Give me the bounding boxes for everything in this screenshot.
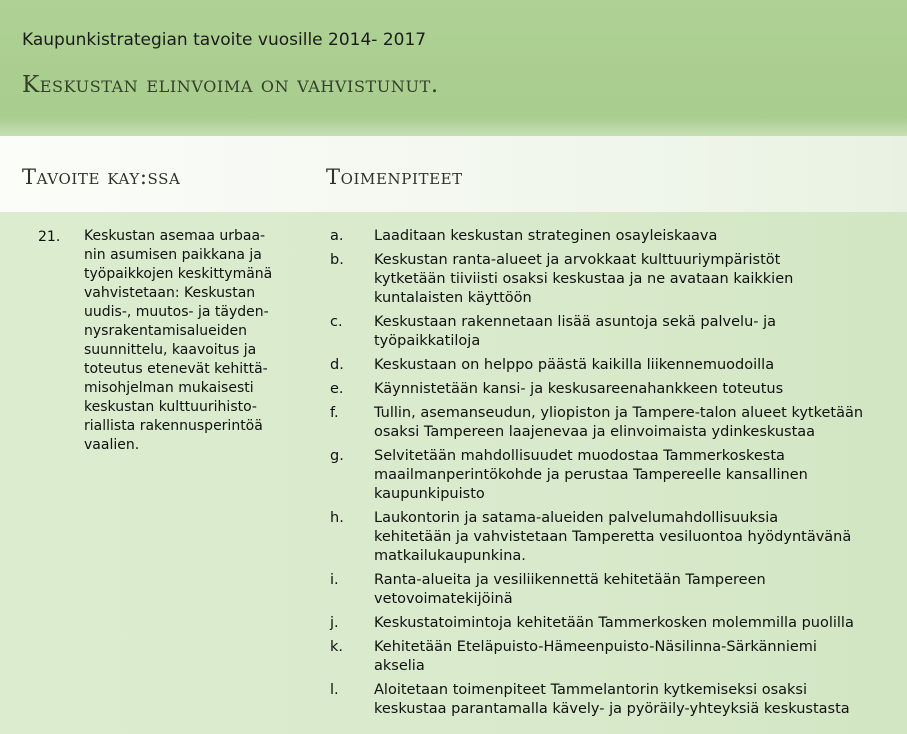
page-subtitle: Kaupunkistrategian tavoite vuosille 2014- 2017 [22, 30, 427, 50]
action-item-e [330, 380, 890, 399]
action-item-f [330, 404, 890, 442]
action-letter: a. [330, 228, 344, 244]
action-letter: d. [330, 357, 344, 373]
action-letter: g. [330, 448, 344, 464]
action-item-g [330, 447, 890, 504]
action-item-k [330, 638, 890, 676]
goal-description: Keskustan asemaa urbaa- nin asumisen paikkana ja työpaikkojen keskittymänä vahvistetaan: Keskustan uudis-, muutos- ja täyden- nysrakentamisalueiden suunnittelu, kaavoitus ja toteutus etenevät kehittä- misohjelman mukaisesti keskustan kulttuurihisto- riallista rakennusperintöä vaalien. [84, 228, 273, 453]
action-text: Laaditaan keskustan strateginen osayleiskaava [374, 228, 718, 244]
action-text: Kehitetään Eteläpuisto-Hämeenpuisto-Näsilinna-Särkänniemi akselia [374, 639, 817, 674]
goal-number: 21. [38, 229, 61, 245]
action-letter: l. [330, 682, 339, 698]
action-item-i [330, 571, 890, 609]
action-text: Aloitetaan toimenpiteet Tammelantorin kytkemiseksi osaksi keskustaa parantamalla kävely- ja pyöräily-yhteyksiä keskustasta [374, 682, 850, 717]
action-letter: b. [330, 252, 344, 268]
action-text: Laukontorin ja satama-alueiden palvelumahdollisuuksia kehitetään ja vahvistetaan Tamperetta vesiluontoa hyödyntävänä matkailukaupunkina. [374, 510, 852, 564]
action-letter: e. [330, 381, 344, 397]
action-letter: j. [330, 615, 339, 631]
action-item-l [330, 681, 890, 719]
action-item-a [330, 227, 890, 246]
action-text: Keskustaan rakennetaan lisää asuntoja sekä palvelu- ja työpaikkatiloja [374, 314, 777, 349]
action-text: Käynnistetään kansi- ja keskusareenahankkeen toteutus [374, 381, 784, 397]
action-text: Ranta-alueita ja vesiliikennettä kehitetään Tampereen vetovoimatekijöinä [374, 572, 766, 607]
action-letter: c. [330, 314, 343, 330]
action-text: Keskustaan on helppo päästä kaikilla liikennemuodoilla [374, 357, 775, 373]
action-text: Tullin, asemanseudun, yliopiston ja Tampere-talon alueet kytketään osaksi Tampereen laajenevaa ja elinvoimaista ydinkeskustaa [374, 405, 864, 440]
action-item-d [330, 356, 890, 375]
action-letter: i. [330, 572, 339, 588]
action-letter: h. [330, 510, 344, 526]
page-title: Keskustan elinvoima on vahvistunut. [22, 72, 439, 98]
action-letter: k. [330, 639, 344, 655]
action-text: Selvitetään mahdollisuudet muodostaa Tammerkoskesta maailmanperintökohde ja perustaa Tampereelle kansallinen kaupunkipuisto [374, 448, 808, 502]
actions-column-heading: Toimenpiteet [326, 165, 463, 189]
action-text: Keskustatoimintoja kehitetään Tammerkosken molemmilla puolilla [374, 615, 854, 631]
action-item-j [330, 614, 890, 633]
action-text: Keskustan ranta-alueet ja arvokkaat kulttuuriympäristöt kytketään tiiviisti osaksi keskustaa ja ne avataan kaikkien kuntalaisten käyttöön [374, 252, 794, 306]
action-item-b [330, 251, 890, 308]
action-item-h [330, 509, 890, 566]
action-letter: f. [330, 405, 339, 421]
action-item-c [330, 313, 890, 351]
goal-column-heading: Tavoite kay:ssa [22, 165, 181, 189]
actions-list [330, 227, 890, 724]
